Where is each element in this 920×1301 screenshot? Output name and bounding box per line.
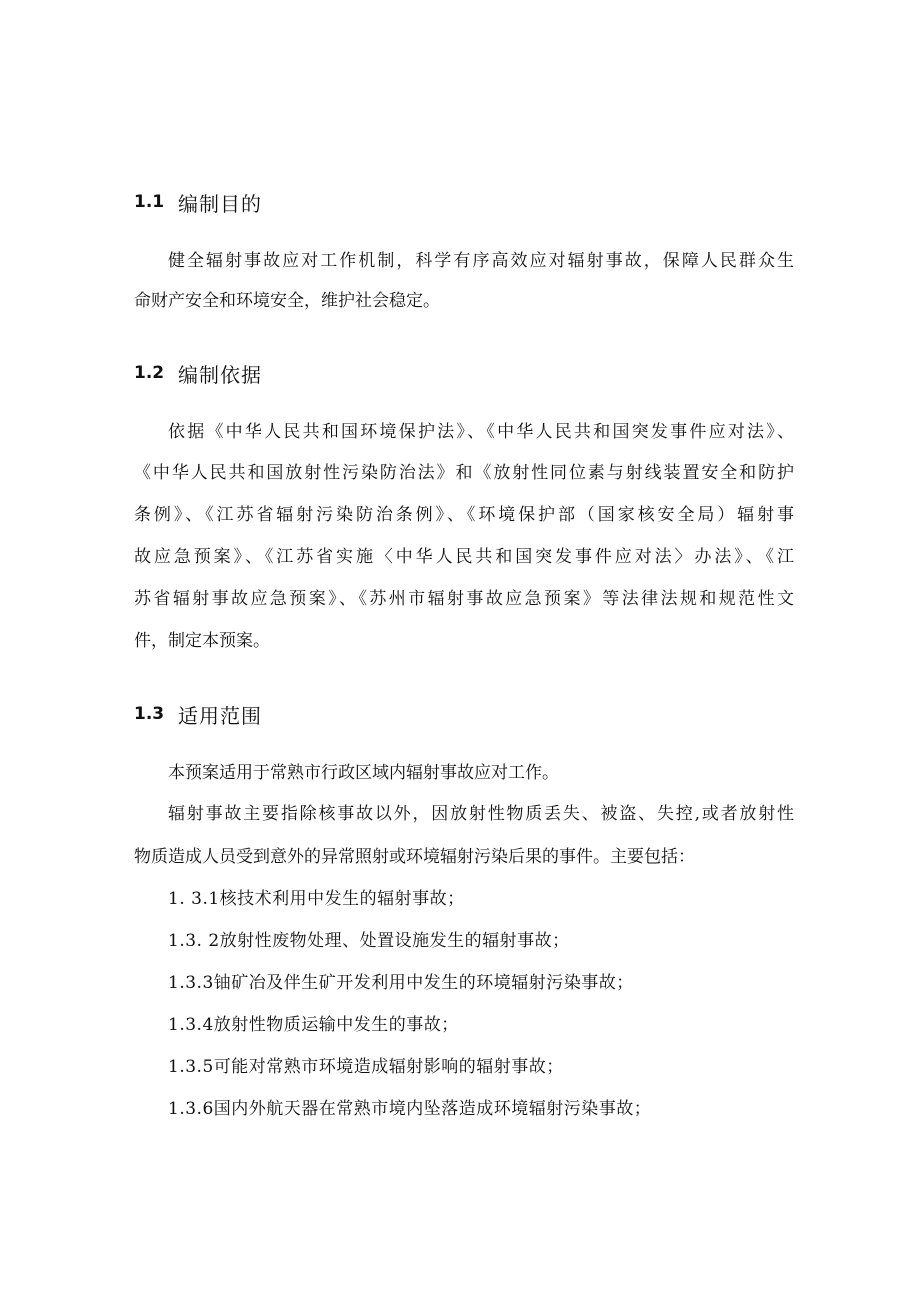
list-item: 1.3.6国内外航天器在常熟市境内坠落造成环境辐射污染事故； <box>168 1099 652 1119</box>
list-item: 1.3.5可能对常熟市环境造成辐射影响的辐射事故； <box>168 1057 564 1077</box>
section-heading-1-2 <box>134 359 262 387</box>
paragraph-line: 条例》、《江苏省辐射污染防治条例》、《环境保护部（国家核安全局）辐射事 <box>134 505 794 525</box>
paragraph-line: 健全辐射事故应对工作机制，科学有序高效应对辐射事故，保障人民群众生 <box>168 251 794 271</box>
section-heading-1-1 <box>134 188 262 216</box>
section-number: 1.3 <box>134 704 165 724</box>
list-item: 1.3.3铀矿冶及伴生矿开发利用中发生的环境辐射污染事故； <box>168 973 634 993</box>
section-number: 1.2 <box>134 363 165 383</box>
paragraph-line: 辐射事故主要指除核事故以外，因放射性物质丢失、被盗、失控,或者放射性 <box>168 804 794 824</box>
paragraph-line: 《中华人民共和国放射性污染防治法》和《放射性同位素与射线装置安全和防护 <box>134 463 794 483</box>
section-title: 编制目的 <box>178 191 262 216</box>
list-item: 1. 3.1核技术利用中发生的辐射事故； <box>168 889 465 909</box>
paragraph-line: 故应急预案》、《江苏省实施〈中华人民共和国突发事件应对法〉办法》、《江 <box>134 547 794 567</box>
paragraph-line: 本预案适用于常熟市行政区域内辐射事故应对工作。 <box>168 763 559 783</box>
section-number: 1.1 <box>134 192 165 212</box>
paragraph-line: 苏省辐射事故应急预案》、《苏州市辐射事故应急预案》等法律法规和规范性文 <box>134 589 794 609</box>
paragraph-line: 件，制定本预案。 <box>134 631 270 651</box>
paragraph-line: 命财产安全和环境安全，维护社会稳定。 <box>134 291 440 311</box>
paragraph-line: 依据《中华人民共和国环境保护法》、《中华人民共和国突发事件应对法》、 <box>168 422 794 442</box>
section-title: 适用范围 <box>178 703 262 728</box>
section-heading-1-3 <box>134 700 262 728</box>
list-item: 1.3. 2放射性废物处理、处置设施发生的辐射事故； <box>168 931 570 951</box>
section-title: 编制依据 <box>178 362 262 387</box>
list-item: 1.3.4放射性物质运输中发生的事故； <box>168 1015 459 1035</box>
paragraph-line: 物质造成人员受到意外的异常照射或环境辐射污染后果的事件。主要包括： <box>134 847 695 867</box>
